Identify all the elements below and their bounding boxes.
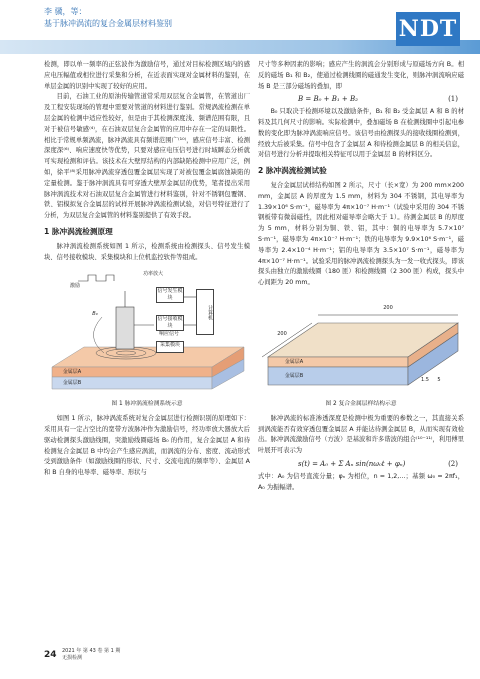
journal-info [62,648,120,662]
header-title: 基于脉冲涡流的复合金属层材料鉴别 [44,19,172,28]
figure-1 [44,267,250,395]
fig2-dim-top: 200 [383,304,393,311]
paragraph: 尺寸等多种因素的影响；感应产生的涡流会分别形成与原磁场方向 B。相反的磁场 B₁ 和 B₂，使通过检测线圈的磁通发生变化，则脉冲涡流响应磁场 B 是三部分磁场的叠加，即 [258,61,464,90]
paragraph: 检测，即以单一频率的正弦波作为激励信号，通过对目标检测区域内的感应电压幅值或相位进行采集和分析，在近表面实现对金属材料的鉴别，在单层金属的识别中实现了较好的应用。 [44,61,250,90]
fig1-metal-b: 金属层B [62,380,82,387]
fig2-thickness-a: 1.5 [421,376,429,383]
fig1-signal-receiver: 信号接收模块 [157,316,183,330]
fig2-thickness-b: 5 [437,376,441,383]
equation-2-body: s(t) = A₀ + Σ Aₙ sin(nω₀t + φₙ) [298,459,406,468]
header-authors: 李 骥，等： [44,7,87,16]
fig2-metal-a: 金属层A [284,358,304,365]
running-header [0,0,480,56]
section-heading: 2 脉冲涡流检测试验 [258,166,327,176]
fig1-excitation-label: 激励 [69,283,80,290]
paragraph: B₀ 只取决于检测环境以及激励条件，B₁ 和 B₂ 受金属层 A 和 B 的材料及其几何尺寸的影响。实际检测中，叠加磁场 B 在检测线圈中引起电参数的变化即为脉冲涡流响应信号。该信号由检测探头的接收线圈检测到，经放大后被采集。信号中包含了金属层 A 和待检测金属层 B 的相关信息，对信号进行分析并提取相关特征可以用于金属层 B 的材料区分。 [258,108,464,159]
left-column [44,60,250,479]
paragraph: 脉冲涡流的标准渗透深度是检测中极为重要的参数之一，其直接关系到涡流能否有效穿透包覆金属层 A 并能达待测金属层 B，从而实现有效检出。脉冲涡流激励信号（方波）是基波和许多谐波的组合⁽¹⁰⁻¹¹⁾，利用傅里叶展开可表示为 [258,414,464,455]
paragraph: 目前，石油工业的原油传输管道常采用双层复合金属管，在管道出厂及工程安装现场的管理中需要对管道的材料进行鉴别。常规涡流检测在单层金属的检测中适应性较好，但是由于其检测深度浅、频谱范围有限，且对于被信号敏感⁽⁴⁾，在石油双层复合金属管的应用中存在一定的局限性。相比于常规单频涡流，脉冲涡流具有频谱范围广⁽¹⁰⁾，感应信号丰富、检测深度深⁽⁶⁾、响应速度快等优势，只要对感应电压信号进行时域瞬态分析就可实现检测和评估。该技术在大壁厚结构的内部缺陷检测中应用广泛，例如，徐平⁽⁸⁾采用脉冲涡流穿透包覆金属层实现了对被包覆金属腐蚀缺陷的定量检测。鉴于脉冲涡流具有可穿透大壁厚金属层的优势，笔者提出采用脉冲涡流技术对石油双层复合金属管进行材料鉴别，针对不锈钢包覆钢、铁、铝模拟复合金属层的试样开展脉冲涡流检测试验，对信号特征进行了分析，为双层复合金属管的材料鉴别提供了有效手段。 [44,93,250,220]
fig1-response-label: 响应信号 [158,331,179,338]
journal-name: 无损检测 [62,655,83,661]
fig2-metal-b: 金属层B [284,372,304,379]
figure-2 [258,293,464,395]
paragraph: 如图 1 所示，脉冲涡流系统对复合金属层进行检测识别的原理如下：采用具有一定占空比的宽带方波脉冲作为激励信号，经功率放大器放大后驱动检测探头激励线圈，突激励线圈磁场 B₀ 的作用，复合金属层 A 和待检测复合金属层 B 中均会产生感应涡流，而涡流的分布、密度、流动形式受到激励条件（如激励线圈的形状、尺寸、交流电流的频率等）、金属层 A 和 B 自身的电导率、磁导率、形状与 [44,415,250,477]
section-heading: 1 脉冲涡流检测原理 [44,226,113,236]
equation-1-number: (1) [448,95,458,104]
fig1-computer: 计算机 [196,289,214,335]
equation-2-number: (2) [448,459,458,468]
fig1-signal-generator: 信号发生模块 [157,288,183,302]
fig1-acquisition: 采集模块 [156,341,184,353]
right-column [258,60,464,493]
paragraph: 复合金属层试样结构如图 2 所示，尺寸（长×宽）为 200 mm×200 mm，金属层 A 的厚度为 1.5 mm，材料为 304 不锈钢，其电导率为 1.39×10⁶ S·m⁻¹，磁导率为 4π×10⁻⁷ H·m⁻¹（试验中采用的 304 不锈钢板带有微弱磁性，因此相对磁导率会略大于 1）。待测金属层 B 的厚度为 5 mm，材料分别为铜、铁、铝，其中：铜的电导率为 5.7×10⁷ S·m⁻¹，磁导率为 4π×10⁻⁷ H·m⁻¹；铁的电导率为 9.9×10⁶ S·m⁻¹，磁导率为 2.4×10⁻⁴ H·m⁻¹；铝的电导率为 3.5×10⁷ S·m⁻¹，磁导率为 4π×10⁻⁷ H·m⁻¹。试验采用的脉冲涡流检测探头为一发一收式探头，即该探头由独立的激励线圈（180 匝）和检测线圈（2 300 匝）构成，探头中心间距为 20 mm。 [258,181,464,287]
paragraph: 式中：A₀ 为信号直流分量；φₙ 为相位，n = 1,2,…；基频 ω₀ = 2πf₁，A₀ 为振幅谱。 [258,472,464,491]
figure-1-caption: 图 1 脉冲涡流检测系统示意 [111,401,183,408]
fig1-power-amp: 功率放大 [124,271,182,281]
page-number: 24 [44,650,57,660]
equation-1 [258,92,464,107]
fig1-metal-a: 金属层A [62,369,82,376]
paragraph: 脉冲涡流检测系统如图 1 所示，检测系统由检测探头、信号发生模块、信号接收模块、采集模块和上位机监控软件等组成。 [44,242,250,261]
journal-logo: NDT [396,12,460,46]
fig1-b0-label: B₀ [92,311,98,318]
journal-issue: 2021 年 第 43 卷 第 1 期 [62,648,121,654]
equation-2 [258,457,464,472]
equation-1-body: B = B₀ + B₁ + B₂ [298,95,358,104]
figure-2-caption: 图 2 复合金属层样结构示意 [325,400,397,407]
fig2-dim-left: 200 [277,330,287,337]
